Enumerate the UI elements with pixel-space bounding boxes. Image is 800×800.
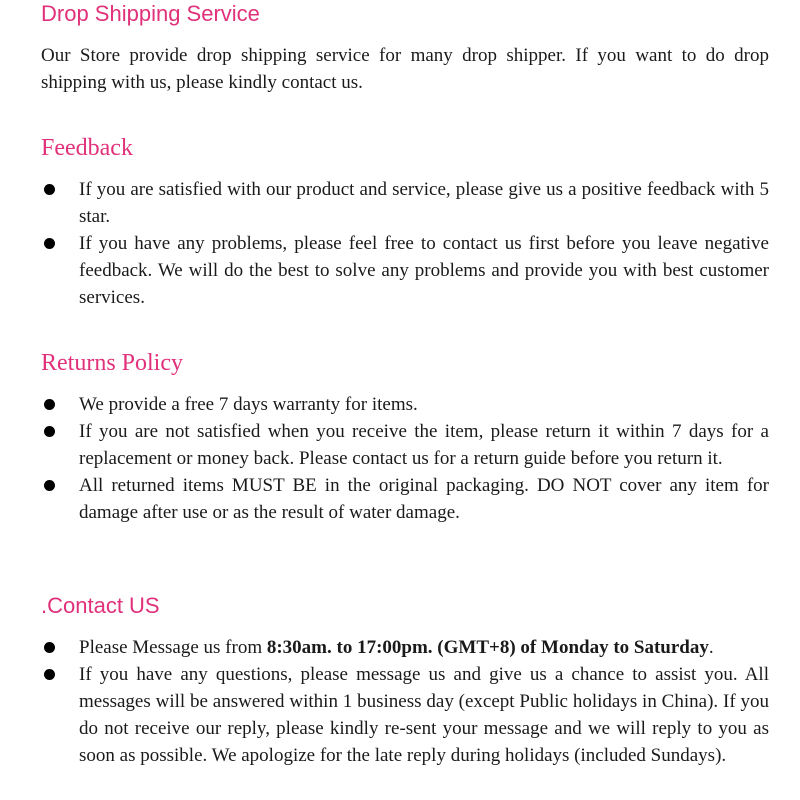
- contact-hours-prefix: Please Message us from: [79, 637, 267, 658]
- bullet-icon: [44, 642, 55, 653]
- returns-item-text: All returned items MUST BE in the original packaging. DO NOT cover any item for damage after use or as the result of water damage.: [79, 475, 769, 523]
- drop-shipping-text: Our Store provide drop shipping service for many drop shipper. If you want to do drop shipping with us, please kindly contact us.: [41, 45, 769, 93]
- contact-item-text: If you have any questions, please message us and give us a chance to assist you. All messages will be answered within 1 business day (except Public holidays in China). If you do not receive our reply, please kindly re-sent your message and we will reply to you as soon as possible. We apologize for the late reply during holidays (included Sundays).: [79, 664, 769, 766]
- list-item: [41, 634, 769, 661]
- drop-shipping-heading: Drop Shipping Service: [41, 1, 260, 26]
- bullet-icon: [44, 480, 55, 491]
- contact-heading: .Contact US: [41, 593, 160, 618]
- list-item: [41, 176, 769, 230]
- contact-hours-suffix: .: [708, 637, 714, 658]
- bullet-icon: [44, 184, 55, 195]
- feedback-list: [41, 176, 769, 311]
- bullet-icon: [44, 238, 55, 249]
- contact-list: [41, 634, 769, 769]
- feedback-item-text: If you are satisfied with our product and service, please give us a positive feedback with 5 star.: [79, 179, 769, 227]
- bullet-icon: [44, 669, 55, 680]
- list-item: [41, 661, 769, 769]
- returns-item-text: If you are not satisfied when you receive the item, please return it within 7 days for a replacement or money back. Please contact us for a return guide before you return it.: [79, 421, 769, 469]
- list-item: [41, 230, 769, 311]
- list-item: [41, 418, 769, 472]
- list-item: [41, 391, 769, 418]
- returns-list: [41, 391, 769, 526]
- returns-heading: Returns Policy: [41, 350, 183, 376]
- returns-item-text: We provide a free 7 days warranty for items.: [79, 394, 418, 415]
- contact-section: [41, 592, 769, 769]
- feedback-heading: Feedback: [41, 135, 133, 161]
- drop-shipping-section: [41, 0, 769, 96]
- feedback-item-text: If you have any problems, please feel free to contact us first before you leave negative feedback. We will do the best to solve any problems and provide you with best customer services.: [79, 233, 769, 308]
- list-item: [41, 472, 769, 526]
- bullet-icon: [44, 426, 55, 437]
- returns-section: [41, 349, 769, 526]
- feedback-section: [41, 134, 769, 311]
- bullet-icon: [44, 399, 55, 410]
- contact-hours-bold: 8:30am. to 17:00pm. (GMT+8) of Monday to Saturday: [266, 637, 709, 658]
